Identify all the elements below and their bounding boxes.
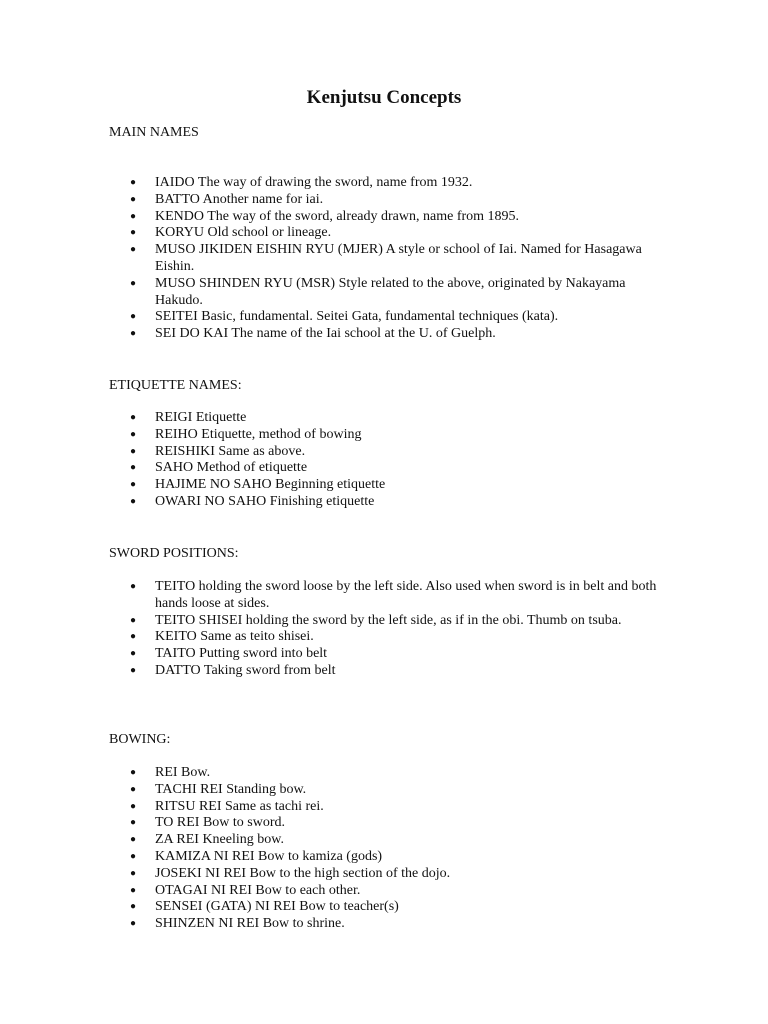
bullet-icon: ● [130,495,137,507]
list-item: ● REISHIKI Same as above. [130,443,306,459]
list-item: ● TEITO SHISEI holding the sword by the left side, as if in the obi. Thumb on tsuba. [130,612,622,628]
list-item: ● SENSEI (GATA) NI REI Bow to teacher(s) [130,899,399,915]
bullet-icon: ● [130,850,137,862]
list-item: ● REIGI Etiquette [130,410,247,425]
list-item: ● KORYU Old school or lineage. [130,225,332,241]
bullet-icon: ● [130,412,137,423]
main-names-list [109,175,669,343]
bullet-icon: ● [130,210,137,222]
list-item: ● MUSO SHINDEN RYU (MSR) Style related to the above, originated by Nakayama Hakudo. [130,275,626,308]
list-item: ● REI Bow. [130,765,211,780]
page-title: Kenjutsu Concepts [306,87,462,108]
bullet-icon: ● [130,428,137,440]
bullet-icon: ● [130,581,137,592]
bullet-icon: ● [130,244,137,256]
list-item: ● OTAGAI NI REI Bow to each other. [130,882,361,898]
bullet-icon: ● [130,867,137,879]
list-item: ● SAHO Method of etiquette [130,460,308,476]
list-item: ● HAJIME NO SAHO Beginning etiquette [130,477,386,493]
list-item: ● TACHI REI Standing bow. [130,781,307,797]
bullet-icon: ● [130,783,137,795]
bullet-icon: ● [130,479,137,491]
list-item: ● KAMIZA NI REI Bow to kamiza (gods) [130,848,383,864]
bullet-icon: ● [130,648,137,660]
bullet-icon: ● [130,631,137,643]
bullet-icon: ● [130,901,137,913]
list-item: ● SEI DO KAI The name of the Iai school at the U. of Guelph. [130,326,496,342]
list-item: ● REIHO Etiquette, method of bowing [130,426,362,442]
sword-positions-list [109,579,669,680]
list-item: ● OWARI NO SAHO Finishing etiquette [130,493,375,509]
list-item: ● DATTO Taking sword from belt [130,662,336,678]
list-item: ● RITSU REI Same as tachi rei. [130,798,324,814]
list-item: ● TO REI Bow to sword. [130,815,286,831]
list-item: ● MUSO JIKIDEN EISHIN RYU (MJER) A style or school of Iai. Named for Hasagawa Eishin. [130,242,642,274]
bullet-icon: ● [130,884,137,896]
list-item: ● IAIDO The way of drawing the sword, name from 1932. [130,175,473,190]
bullet-icon: ● [130,664,137,676]
section-heading-etiquette-names: ETIQUETTE NAMES: [109,378,242,393]
bullet-icon: ● [130,328,137,340]
list-item: ● JOSEKI NI REI Bow to the high section of the dojo. [130,865,451,881]
list-item: ● TAITO Putting sword into belt [130,646,328,662]
section-heading-main-names: MAIN NAMES [109,125,199,140]
list-item: ● SHINZEN NI REI Bow to shrine. [130,916,345,932]
bullet-icon: ● [130,800,137,812]
bullet-icon: ● [130,311,137,323]
list-item: ● KEITO Same as teito shisei. [130,629,314,645]
section-heading-bowing: BOWING: [109,732,171,747]
bullet-icon: ● [130,227,137,239]
bullet-icon: ● [130,177,137,188]
bullet-icon: ● [130,462,137,474]
bullet-icon: ● [130,277,137,289]
bullet-icon: ● [130,918,137,930]
list-item: ● KENDO The way of the sword, already drawn, name from 1895. [130,208,520,224]
bullet-icon: ● [130,193,137,205]
list-item: ● ZA REI Kneeling bow. [130,832,284,848]
bullet-icon: ● [130,767,137,778]
list-item: ● SEITEI Basic, fundamental. Seitei Gata, fundamental techniques (kata). [130,309,559,325]
section-heading-sword-positions: SWORD POSITIONS: [109,546,239,561]
bowing-list [109,765,669,933]
bullet-icon: ● [130,834,137,846]
list-item: ● TEITO holding the sword loose by the left side. Also used when sword is in belt and both hands loose at sides. [130,579,657,611]
bullet-icon: ● [130,614,137,626]
list-item: ● BATTO Another name for iai. [130,191,324,207]
etiquette-names-list [109,410,669,511]
bullet-icon: ● [130,445,137,457]
bullet-icon: ● [130,817,137,829]
